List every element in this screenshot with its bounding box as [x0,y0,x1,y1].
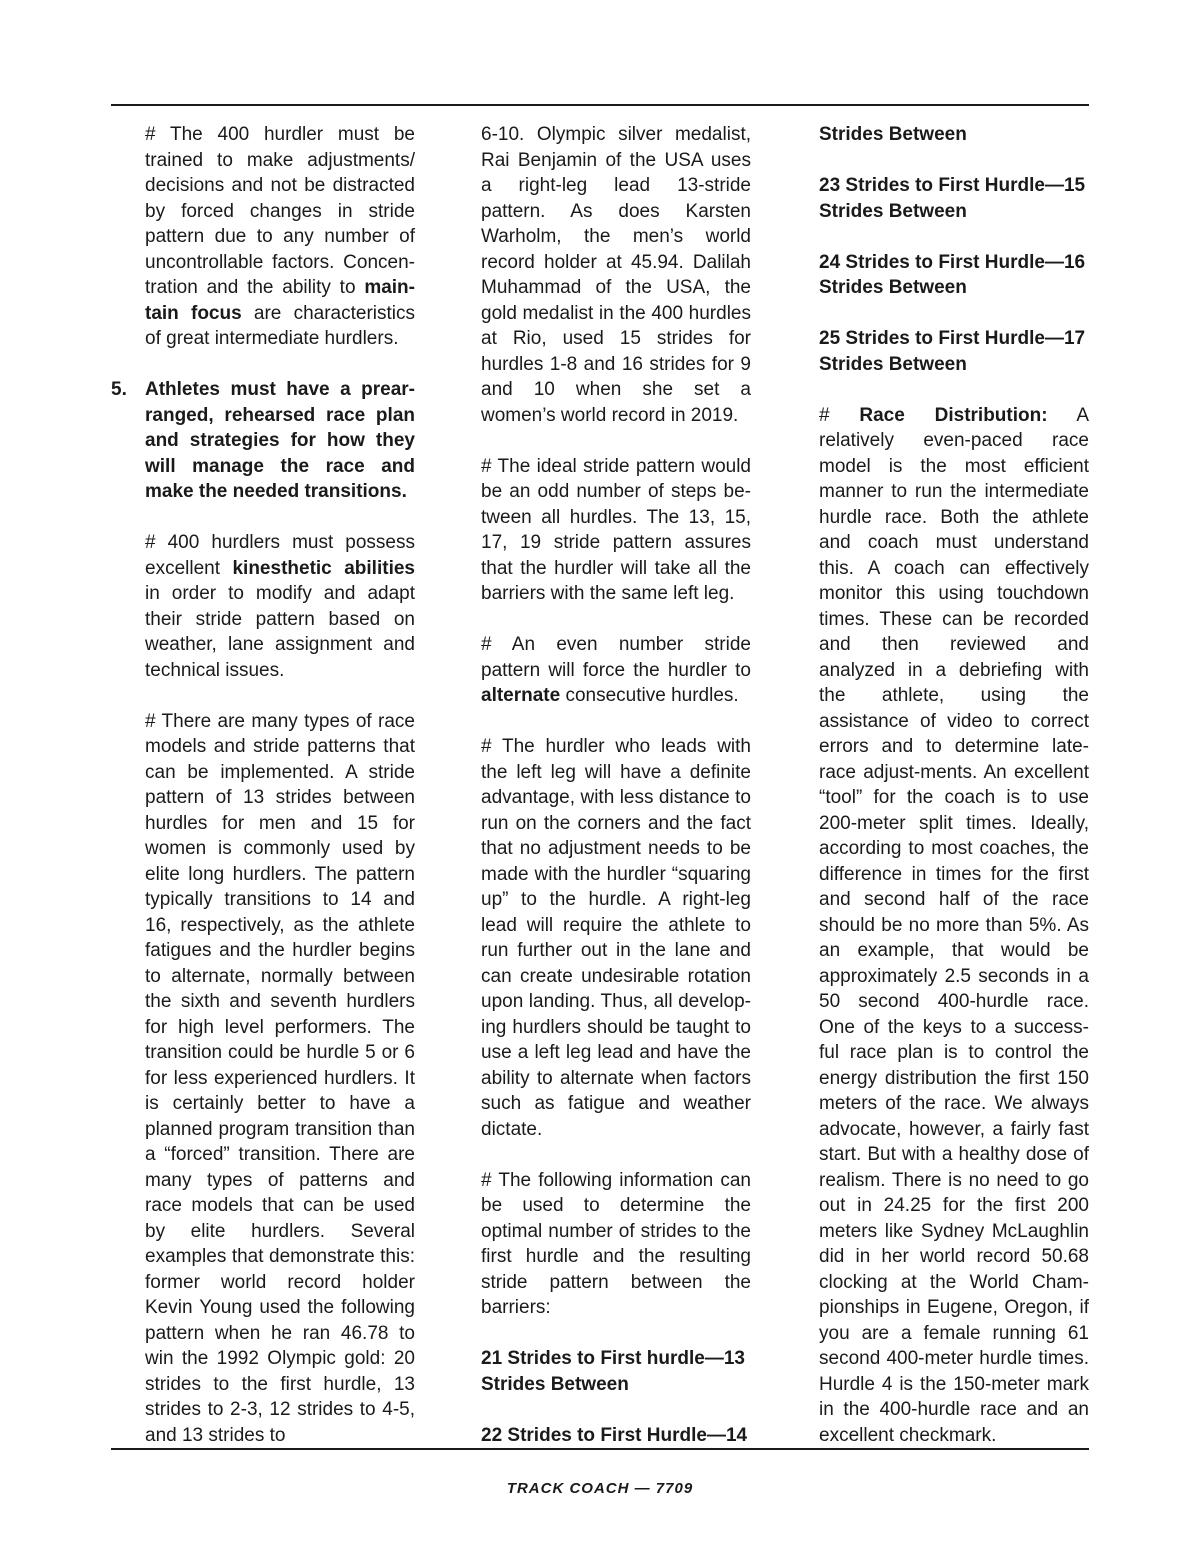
item-number: 5. [111,379,127,400]
paragraph-kinesthetic [145,530,415,683]
bold-text: Race Distribution: [859,404,1048,426]
paragraph-race-distribution [819,403,1089,1449]
bold-text: main-tain focus [145,277,415,324]
page-footer: TRACK COACH — 7709 [506,1480,694,1497]
top-rule [111,104,1089,106]
paragraph-even-pattern [481,632,751,709]
stride-pattern-23: 23 Strides to First Hurdle—15 Strides Between [819,175,1086,222]
paragraph-following-info: # The following information can be used to determine the optimal number of strides to the first hurdle and the resulting stride pattern between the barriers: [481,1169,751,1318]
text: A relatively even-paced race model is the most efficient manner to run the intermediate hurdle race. Both the athlete and coach must understand this. A coach can effectively monitor this using touchdown times. These can be recorded and then reviewed and analyzed in a debriefing with the athlete, using the assistance of video to correct errors and to determine late-race adjust-ments. An excellent “tool” for the coach is to use 200-meter split times. Ideally, according to most coaches, the difference in times for the first and second half of the race should be no more than 5%. As an example, that would be approximately 2.5 seconds in a 50 second 400-hurdle race. One of the keys to a success-ful race plan is to control the energy distribution the first 150 meters of the race. We always advocate, however, a fairly fast start. But with a healthy dose of realism. There is no need to go out in 24.25 for the first 200 meters like Sydney McLaughlin did in her world record 50.68 clocking at the World Cham-pionships in Eugene, Oregon, if you are a female running 61 second 400-meter hurdle times. Hurdle 4 is the 150-meter mark in the 400-hurdle race and an excellent checkmark. [819,404,1090,1446]
stride-pattern-22-continued: Strides Between [819,124,967,145]
bottom-rule [111,1448,1089,1450]
bold-text: alternate [481,685,561,706]
stride-pattern-22: 22 Strides to First Hurdle—14 [481,1424,748,1446]
text: # The 400 hurdler must be trained to make adjustments/ decisions and not be distracted by forced changes in stride pattern due to any number of uncontrollable factors. Concen-tration and the ability to [145,124,415,298]
paragraph-ideal-pattern: # The ideal stride pattern would be an odd number of steps be-tween all hurdles. The 13, 15, 17, 19 stride pattern assures that the hurdler will take all the barriers with the same left leg. [481,455,751,604]
text: # An even number stride pattern will force the hurdler to [481,634,751,681]
stride-pattern-24: 24 Strides to First Hurdle—16 Strides Between [819,251,1086,298]
numbered-item-5 [111,377,415,505]
column-2 [481,122,751,1474]
text: # 400 hurdlers must possess excellent [145,532,415,579]
paragraph-focus [145,122,415,352]
paragraph-race-models: # There are many types of race models and stride patterns that can be implemented. A stride pattern of 13 strides between hurdles for men and 15 for women is commonly used by elite long hurdlers. The pattern typically transitions to 14 and 16, respectively, as the athlete fatigues and the hurdler begins to alternate, normally between the sixth and seventh hurdlers for high level performers. The transition could be hurdle 5 or 6 for less experienced hurdlers. It is certainly better to have a planned program transition than a “forced” transition. There are many types of patterns and race models that can be used by elite hurdlers. Several examples that demonstrate this: former world record holder Kevin Young used the following pattern when he ran 46.78 to win the 1992 Olympic gold: 20 strides to the first hurdle, 13 strides to 2-3, 12 strides to 4-5, and 13 strides to [145,710,415,1446]
paragraph-examples: 6-10. Olympic silver medalist, Rai Benjamin of the USA uses a right-leg lead 13-stride pattern. As does Karsten Warholm, the men’s world record holder at 45.94. Dalilah Muhammad of the USA, the gold medalist in the 400 hurdles at Rio, used 15 strides for hurdles 1-8 and 16 strides for 9 and 10 when she set a women’s world record in 2019. [481,124,751,426]
text: # [819,404,860,426]
text: consecutive hurdles. [560,685,739,706]
column-3 [819,122,1089,1474]
item-text: Athletes must have a prear-ranged, rehearsed race plan and strategies for how they will manage the race and make the needed transitions. [145,379,415,502]
bold-text: kinesthetic abilities [232,557,415,579]
text: are characteristics of great intermediate hurdlers. [145,302,415,349]
text: in order to modify and adapt their stride pattern based on weather, lane assignment and technical issues. [145,583,415,681]
paragraph-left-lead: # The hurdler who leads with the left leg will have a definite advantage, with less distance to run on the corners and the fact that no adjustment needs to be made with the hurdler “squaring up” to the hurdle. A right-leg lead will require the athlete to run further out in the lane and can create undesirable rotation upon landing. Thus, all develop-ing hurdlers should be taught to use a left leg lead and have the ability to alternate when factors such as fatigue and weather dictate. [481,736,751,1140]
stride-pattern-21: 21 Strides to First hurdle—13 Strides Between [481,1348,745,1395]
stride-pattern-25: 25 Strides to First Hurdle—17 Strides Between [819,328,1086,375]
column-1 [111,122,415,1474]
